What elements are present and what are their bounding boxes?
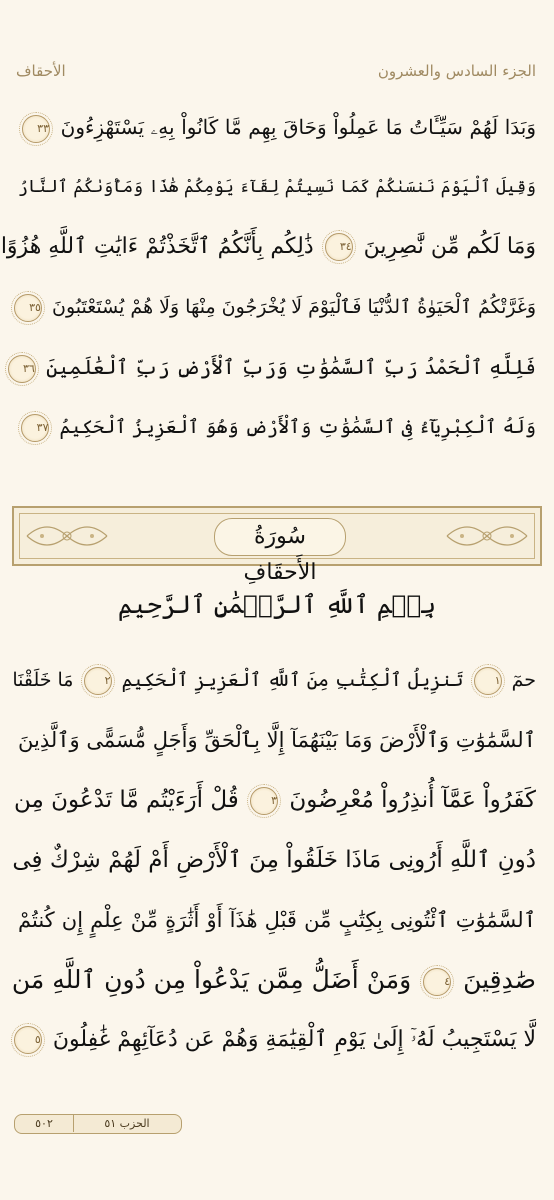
verse-line — [0, 107, 554, 147]
ayah-marker[interactable]: ٣ — [250, 787, 278, 815]
page-number: ٥٠٢ — [15, 1115, 74, 1132]
verse-text: تَنزِيلُ ٱلْكِتَٰبِ مِنَ ٱللَّهِ ٱلْعَزِيزِ ٱلْحَكِيمِ — [121, 669, 464, 691]
ayah-marker[interactable]: ٣٣ — [22, 115, 50, 143]
surah-title-frame — [214, 518, 346, 585]
ayah-marker[interactable]: ٢ — [84, 667, 112, 695]
verse-line — [0, 167, 554, 207]
ayah-marker[interactable]: ٣٤ — [325, 233, 353, 261]
ayah-marker[interactable]: ٣٦ — [8, 355, 36, 383]
hizb-label: الحزب ٥١ — [104, 1117, 150, 1130]
page-footer — [14, 1114, 182, 1134]
verse-text: كَفَرُواْ عَمَّآ أُنذِرُواْ مُعْرِضُونَ — [289, 787, 536, 813]
verse-line — [0, 660, 554, 700]
ayah-marker[interactable]: ٥ — [14, 1026, 42, 1054]
verse-text: لَّا يَسْتَجِيبُ لَهُۥٓ إِلَىٰ يَوْمِ ٱلْقِيَٰمَةِ وَهُمْ عَن دُعَآئِهِمْ غَٰفِلُونَ — [52, 1027, 536, 1052]
ayah-marker[interactable]: ٣٧ — [21, 414, 49, 442]
ayah-marker[interactable]: ١ — [474, 667, 502, 695]
verse-text: ٱلسَّمَٰوَٰتِ ٱئْتُونِى بِكِتَٰبٍ مِّن قَبْلِ هَٰذَآ أَوْ أَثَٰرَةٍ مِّنْ عِلْمٍ إِن كُنتُمْ — [18, 908, 536, 932]
verse-line — [0, 900, 554, 940]
verse-text: وَمَا لَكُم مِّن نَّٰصِرِينَ — [363, 234, 536, 259]
verse-text: قُلْ أَرَءَيْتُم مَّا تَدْعُونَ مِن — [14, 787, 239, 813]
verse-text: وَلَهُ ٱلْكِبْرِيَآءُ فِى ٱلسَّمَٰوَٰتِ وَٱلْأَرْضِ وَهُوَ ٱلْعَزِيزُ ٱلْحَكِيمُ — [59, 416, 536, 438]
verse-text: صَٰدِقِينَ — [463, 965, 536, 994]
verse-line — [0, 347, 554, 387]
surah-banner — [12, 506, 542, 585]
surah-name-header: الأحقاف — [16, 62, 66, 80]
verse-line — [0, 780, 554, 820]
juz-label: الجزء السادس والعشرون — [377, 62, 536, 80]
verse-text: وَقِيلَ ٱلْيَوْمَ نَنسَىٰكُمْ كَمَا نَسِيتُمْ لِقَآءَ يَوْمِكُمْ هَٰذَا وَمَأْوَىٰكُمُ ٱلنَّارُ — [18, 177, 536, 197]
verse-text: فَلِلَّهِ ٱلْحَمْدُ رَبِّ ٱلسَّمَٰوَٰتِ وَرَبِّ ٱلْأَرْضِ رَبِّ ٱلْعَٰلَمِينَ — [46, 355, 536, 379]
verse-text: ٱلسَّمَٰوَٰتِ وَٱلْأَرْضَ وَمَا بَيْنَهُمَآ إِلَّا بِٱلْحَقِّ وَأَجَلٍ مُّسَمًّى وَٱلَّذِينَ — [18, 728, 536, 752]
verse-text: وَمَنْ أَضَلُّ مِمَّن يَدْعُواْ مِن دُونِ ٱللَّهِ مَن — [11, 965, 412, 994]
verse-text: وَغَرَّتْكُمُ ٱلْحَيَوٰةُ ٱلدُّنْيَا فَٱلْيَوْمَ لَا يُخْرَجُونَ مِنْهَا وَلَا هُمْ يُسْتَعْتَبُونَ — [52, 296, 536, 318]
verse-line — [0, 840, 554, 880]
verse-text: ذَٰلِكُم بِأَنَّكُمُ ٱتَّخَذْتُمْ ءَايَٰتِ ٱللَّهِ هُزُوًا — [0, 234, 314, 259]
verse-line — [0, 720, 554, 760]
verse-line — [0, 960, 554, 1000]
verse-text: حمٓ — [511, 669, 536, 691]
page-header — [0, 0, 554, 86]
verse-line — [0, 287, 554, 327]
surah-title: سُورَةُ الأَحقَافِ — [243, 524, 317, 585]
verse-line — [0, 407, 554, 447]
verse-line — [0, 1020, 554, 1060]
ornament-left-icon — [22, 516, 112, 556]
ornament-right-icon — [442, 516, 532, 556]
verse-text: دُونِ ٱللَّهِ أَرُونِى مَاذَا خَلَقُواْ مِنَ ٱلْأَرْضِ أَمْ لَهُمْ شِرْكٌ فِى — [12, 847, 536, 873]
basmala: بِسۡمِ ٱللَّهِ ٱلرَّحۡمَٰنِ ٱلرَّحِيمِ — [117, 590, 437, 619]
verse-text: وَبَدَا لَهُمْ سَيِّـَٔاتُ مَا عَمِلُواْ وَحَاقَ بِهِم مَّا كَانُواْ بِهِۦ يَسْتَهْزِءُونَ — [60, 115, 537, 139]
verse-line — [0, 227, 554, 267]
ayah-marker[interactable]: ٤ — [423, 968, 451, 996]
verse-text: مَا خَلَقْنَا — [12, 669, 74, 691]
ayah-marker[interactable]: ٣٥ — [14, 294, 42, 322]
